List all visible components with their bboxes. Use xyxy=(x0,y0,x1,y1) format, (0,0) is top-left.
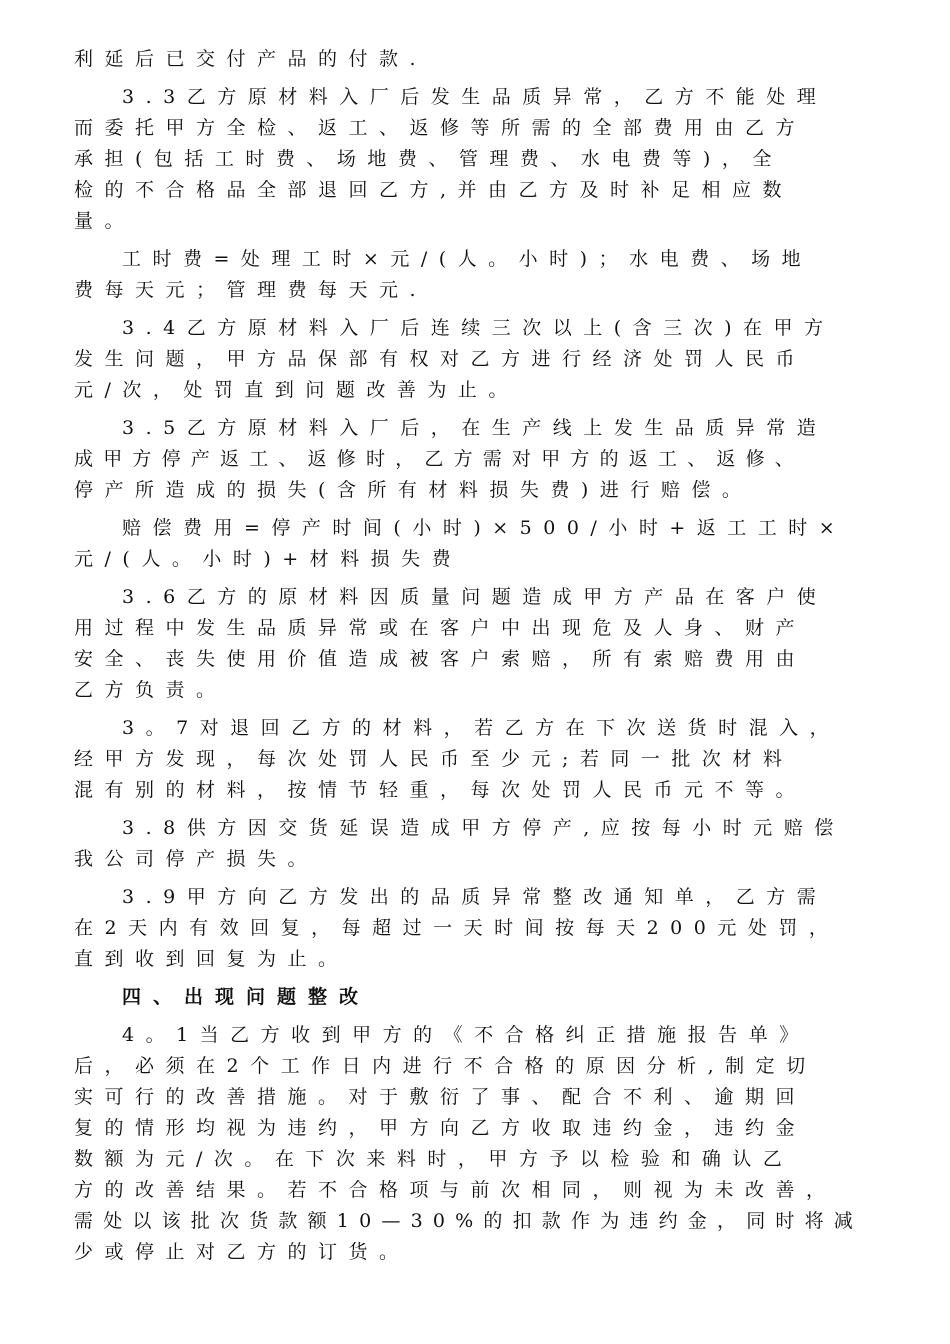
text-line: 乙方负责。 xyxy=(74,679,227,701)
paragraph-3-3 xyxy=(74,82,894,237)
text-line: 复的情形均视为违约，甲方向乙方收取违约金，违约金 xyxy=(74,1117,807,1139)
text-line: 数额为元/次。在下次来料时，甲方予以检验和确认乙 xyxy=(74,1148,794,1170)
document-page xyxy=(74,44,894,1275)
text-line: 承担(包括工时费、场地费、管理费、水电费等)，全 xyxy=(74,148,783,170)
paragraph-compensation-formula xyxy=(74,513,894,575)
paragraph-3-6 xyxy=(74,582,894,706)
text-line: 经甲方发现，每次处罚人民币至少元;若同一批次材料 xyxy=(74,748,794,770)
text-line: 3.4乙方原材料入厂后连续三次以上(含三次)在甲方 xyxy=(122,317,835,339)
text-line: 赔偿费用=停产时间(小时)×500/小时+返工工时× xyxy=(122,517,847,539)
text-line: 3.8供方因交货延误造成甲方停产,应按每小时元赔偿 xyxy=(122,817,845,839)
text-line: 安全、丧失使用价值造成被客户索赔，所有索赔费用由 xyxy=(74,648,807,670)
text-line: 检的不合格品全部退回乙方,并由乙方及时补足相应数 xyxy=(74,179,794,201)
text-line: 元/(人。小时)+材料损失费 xyxy=(74,548,463,570)
text-line: 3.9甲方向乙方发出的品质异常整改通知单，乙方需 xyxy=(122,886,828,908)
paragraph-3-4 xyxy=(74,313,894,406)
text-line: 少或停止对乙方的订货。 xyxy=(74,1241,410,1263)
text-line: 混有别的材料，按情节轻重，每次处罚人民币元不等。 xyxy=(74,779,807,801)
text-line: 直到收到回复为止。 xyxy=(74,948,349,970)
text-line: 我公司停产损失。 xyxy=(74,848,319,870)
text-line: 发生问题，甲方品保部有权对乙方进行经济处罚人民币 xyxy=(74,348,807,370)
text-line: 3.5乙方原材料入厂后，在生产线上发生品质异常造 xyxy=(122,417,828,439)
section-heading xyxy=(74,982,894,1013)
text-line: 3.3乙方原材料入厂后发生品质异常，乙方不能处理 xyxy=(122,86,828,108)
text-line: 停产所造成的损失(含所有材料损失费)进行赔偿。 xyxy=(74,479,753,501)
paragraph-continuation xyxy=(74,44,894,75)
text-line: 工时费=处理工时×元/(人。小时)；水电费、场地 xyxy=(122,248,813,270)
paragraph-3-7 xyxy=(74,713,894,806)
text-line: 元/次，处罚直到问题改善为止。 xyxy=(74,379,519,401)
text-line: 3.6乙方的原材料因质量问题造成甲方产品在客户使 xyxy=(122,586,828,608)
text-line: 量。 xyxy=(74,210,136,232)
text-line: 利延后已交付产品的付款. xyxy=(74,48,428,70)
text-line: 用过程中发生品质异常或在客户中出现危及人身、财产 xyxy=(74,617,807,639)
text-line: 4。1当乙方收到甲方的《不合格纠正措施报告单》 xyxy=(122,1024,810,1046)
paragraph-4-1 xyxy=(74,1020,894,1268)
paragraph-fee-formula xyxy=(74,244,894,306)
text-line: 成甲方停产返工、返修时，乙方需对甲方的返工、返修、 xyxy=(74,448,805,470)
text-line: 3。7对退回乙方的材料，若乙方在下次送货时混入， xyxy=(122,717,841,739)
paragraph-3-8 xyxy=(74,813,894,875)
paragraph-3-5 xyxy=(74,413,894,506)
text-line: 需处以该批次货款额10—30%的扣款作为违约金，同时将减 xyxy=(74,1210,864,1232)
text-line: 方的改善结果。若不合格项与前次相同，则视为未改善， xyxy=(74,1179,837,1201)
text-line: 费每天元；管理费每天元. xyxy=(74,279,428,301)
paragraph-3-9 xyxy=(74,882,894,975)
text-line: 在2天内有效回复，每超过一天时间按每天200元处罚， xyxy=(74,917,840,939)
section-heading-text: 四、出现问题整改 xyxy=(122,986,371,1008)
text-line: 后，必须在2个工作日内进行不合格的原因分析,制定切 xyxy=(74,1055,817,1077)
text-line: 而委托甲方全检、返工、返修等所需的全部费用由乙方 xyxy=(74,117,807,139)
text-line: 实可行的改善措施。对于敷衍了事、配合不利、逾期回 xyxy=(74,1086,807,1108)
